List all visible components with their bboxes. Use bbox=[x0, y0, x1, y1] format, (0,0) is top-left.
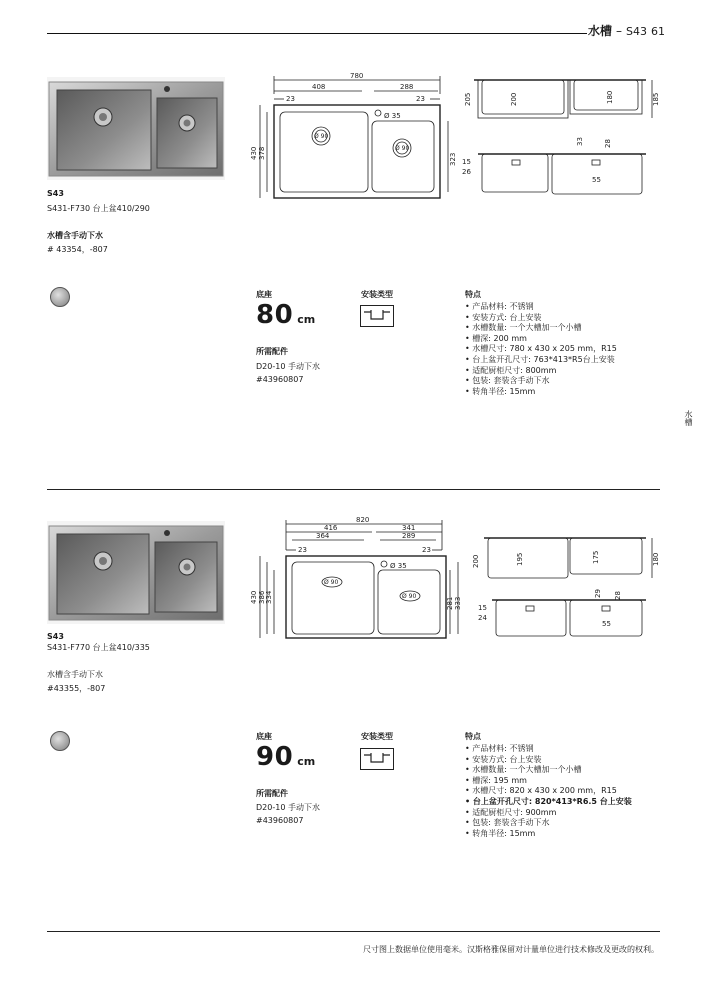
size-value-2: 90 bbox=[256, 742, 294, 772]
feature-item: • 水槽数量: 一个大槽加一个小槽 bbox=[465, 765, 632, 776]
feature-item: • 适配厨柜尺寸: 800mm bbox=[465, 366, 617, 377]
dim-total-width-1: 780 bbox=[350, 72, 364, 80]
dim-side-total-1: 205 bbox=[464, 92, 472, 106]
footer-note: 尺寸图上数据单位使用毫米。汉斯格雅保留对计量单位进行技术修改及更改的权利。 bbox=[363, 945, 659, 954]
size-unit-1: cm bbox=[297, 313, 316, 326]
features-list-1 bbox=[465, 302, 617, 397]
feature-item: • 水槽数量: 一个大槽加一个小槽 bbox=[465, 323, 617, 334]
dim-margin-left-1: 23 bbox=[286, 95, 295, 103]
finish-swatch-2[interactable] bbox=[50, 731, 70, 751]
feature-item: • 水槽尺寸: 780 x 430 x 205 mm，R15 bbox=[465, 344, 617, 355]
dim-side-left-1: 200 bbox=[510, 92, 518, 106]
side-tab: 水槽 bbox=[684, 410, 693, 426]
accessory-code-2: #43960807 bbox=[256, 816, 304, 825]
dim-right-width-1: 288 bbox=[400, 83, 414, 91]
feature-item: • 包装: 套装含手动下水 bbox=[465, 376, 617, 387]
dim-d55-2: 55 bbox=[602, 620, 611, 628]
dim-right-inner-2: 289 bbox=[402, 532, 416, 540]
dim-right-width-2: 341 bbox=[402, 524, 416, 532]
technical-drawing-1 bbox=[252, 72, 662, 200]
model-desc-1: S431-F730 台上盆410/290 bbox=[47, 204, 150, 213]
model-name-2: S43 bbox=[47, 632, 64, 641]
dim-tap-dia-2: Ø 35 bbox=[390, 562, 407, 570]
feature-item: • 产品材料: 不锈钢 bbox=[465, 744, 632, 755]
dim-d28-2: 28 bbox=[614, 591, 622, 600]
dim-margin-right-2: 23 bbox=[422, 546, 431, 554]
header-rule bbox=[47, 33, 587, 34]
model-name-1: S43 bbox=[47, 189, 64, 198]
section-divider bbox=[47, 489, 660, 490]
accessory-name-2: D20-10 手动下水 bbox=[256, 803, 320, 812]
product-code-1: # 43354，-807 bbox=[47, 245, 108, 254]
header-title: 水槽 bbox=[588, 24, 613, 38]
feature-item: • 产品材料: 不锈钢 bbox=[465, 302, 617, 313]
dim-right-h-1: 323 bbox=[449, 152, 457, 166]
feature-item: • 包装: 套装含手动下水 bbox=[465, 818, 632, 829]
feature-item: • 适配厨柜尺寸: 900mm bbox=[465, 808, 632, 819]
install-type-label-1: 安装类型 bbox=[361, 290, 393, 299]
dim-drain-right-2: Ø 90 bbox=[402, 593, 417, 600]
dim-tap-dia-1: Ø 35 bbox=[384, 112, 401, 120]
feature-item: • 槽深: 200 mm bbox=[465, 334, 617, 345]
dim-left-width-2: 416 bbox=[324, 524, 338, 532]
feature-item: • 转角半径: 15mm bbox=[465, 387, 617, 398]
header-separator: – bbox=[616, 24, 623, 38]
top-mount-icon bbox=[360, 305, 394, 327]
feature-item: • 水槽尺寸: 820 x 430 x 200 mm，R15 bbox=[465, 786, 632, 797]
accessories-label-2: 所需配件 bbox=[256, 789, 288, 798]
technical-drawing-2 bbox=[252, 516, 662, 644]
dim-left-inner-2: 364 bbox=[316, 532, 330, 540]
feature-item: • 安装方式: 台上安装 bbox=[465, 313, 617, 324]
feature-item: • 台上盆开孔尺寸: 820*413*R6.5 台上安装 bbox=[465, 797, 632, 808]
size-value-1: 80 bbox=[256, 300, 294, 330]
dim-total-width-2: 820 bbox=[356, 516, 370, 524]
install-type-label-2: 安装类型 bbox=[361, 732, 393, 741]
dim-side-right-1: 180 bbox=[606, 90, 614, 104]
features-label-1: 特点 bbox=[465, 290, 481, 299]
top-mount-icon bbox=[360, 748, 394, 770]
dim-right-h1-2: 281 bbox=[446, 596, 454, 610]
dim-inner-h-1: 378 bbox=[258, 146, 266, 160]
dim-d26-1: 26 bbox=[462, 168, 471, 176]
features-label-2: 特点 bbox=[465, 732, 481, 741]
features-list-2 bbox=[465, 744, 632, 839]
product-name-1: 水槽含手动下水 bbox=[47, 231, 103, 240]
dim-side-total-2: 200 bbox=[472, 554, 480, 568]
feature-item: • 安装方式: 台上安装 bbox=[465, 755, 632, 766]
dim-margin-right-1: 23 bbox=[416, 95, 425, 103]
dim-drain-left-1: Ø 90 bbox=[314, 133, 329, 140]
dim-height-1: 430 bbox=[250, 146, 258, 160]
dim-right-h2-2: 333 bbox=[454, 596, 462, 610]
dim-drain-right-1: Ø 90 bbox=[395, 145, 410, 152]
dim-d15-2: 15 bbox=[478, 604, 487, 612]
finish-swatch-1[interactable] bbox=[50, 287, 70, 307]
page-header bbox=[588, 22, 665, 39]
product-code-2: #43355，-807 bbox=[47, 684, 106, 693]
footer-rule bbox=[47, 931, 660, 932]
feature-item: • 槽深: 195 mm bbox=[465, 776, 632, 787]
base-label-2: 底座 bbox=[256, 732, 272, 741]
header-code: S43 bbox=[626, 25, 647, 38]
size-unit-2: cm bbox=[297, 755, 316, 768]
sink-photo-1 bbox=[47, 77, 225, 180]
feature-item: • 台上盆开孔尺寸: 763*413*R5台上安装 bbox=[465, 355, 617, 366]
dim-side-left-2: 195 bbox=[516, 552, 524, 566]
model-desc-2: S431-F770 台上盆410/335 bbox=[47, 643, 150, 652]
base-size-2 bbox=[256, 742, 315, 772]
dim-inner-h2-2: 334 bbox=[265, 590, 273, 604]
base-label-1: 底座 bbox=[256, 290, 272, 299]
dim-height-2: 430 bbox=[250, 590, 258, 604]
dim-drain-left-2: Ø 90 bbox=[324, 579, 339, 586]
dim-side-outer-2: 180 bbox=[652, 552, 660, 566]
page-number: 61 bbox=[651, 25, 665, 38]
accessory-code-1: #43960807 bbox=[256, 375, 304, 384]
base-size-1 bbox=[256, 300, 315, 330]
accessories-label-1: 所需配件 bbox=[256, 347, 288, 356]
dim-side-right-2: 175 bbox=[592, 550, 600, 564]
dim-d28-1: 28 bbox=[604, 139, 612, 148]
sink-photo-2 bbox=[47, 521, 225, 624]
feature-item: • 转角半径: 15mm bbox=[465, 829, 632, 840]
dim-d15-1: 15 bbox=[462, 158, 471, 166]
dim-margin-left-2: 23 bbox=[298, 546, 307, 554]
accessory-name-1: D20-10 手动下水 bbox=[256, 362, 320, 371]
dim-d29-2: 29 bbox=[594, 589, 602, 598]
dim-d24-2: 24 bbox=[478, 614, 487, 622]
dim-inner-h1-2: 386 bbox=[258, 590, 266, 604]
dim-d55-1: 55 bbox=[592, 176, 601, 184]
dim-d33-1: 33 bbox=[576, 137, 584, 146]
dim-side-outer-1: 185 bbox=[652, 92, 660, 106]
dim-left-width-1: 408 bbox=[312, 83, 326, 91]
product-name-2: 水槽含手动下水 bbox=[47, 670, 103, 679]
